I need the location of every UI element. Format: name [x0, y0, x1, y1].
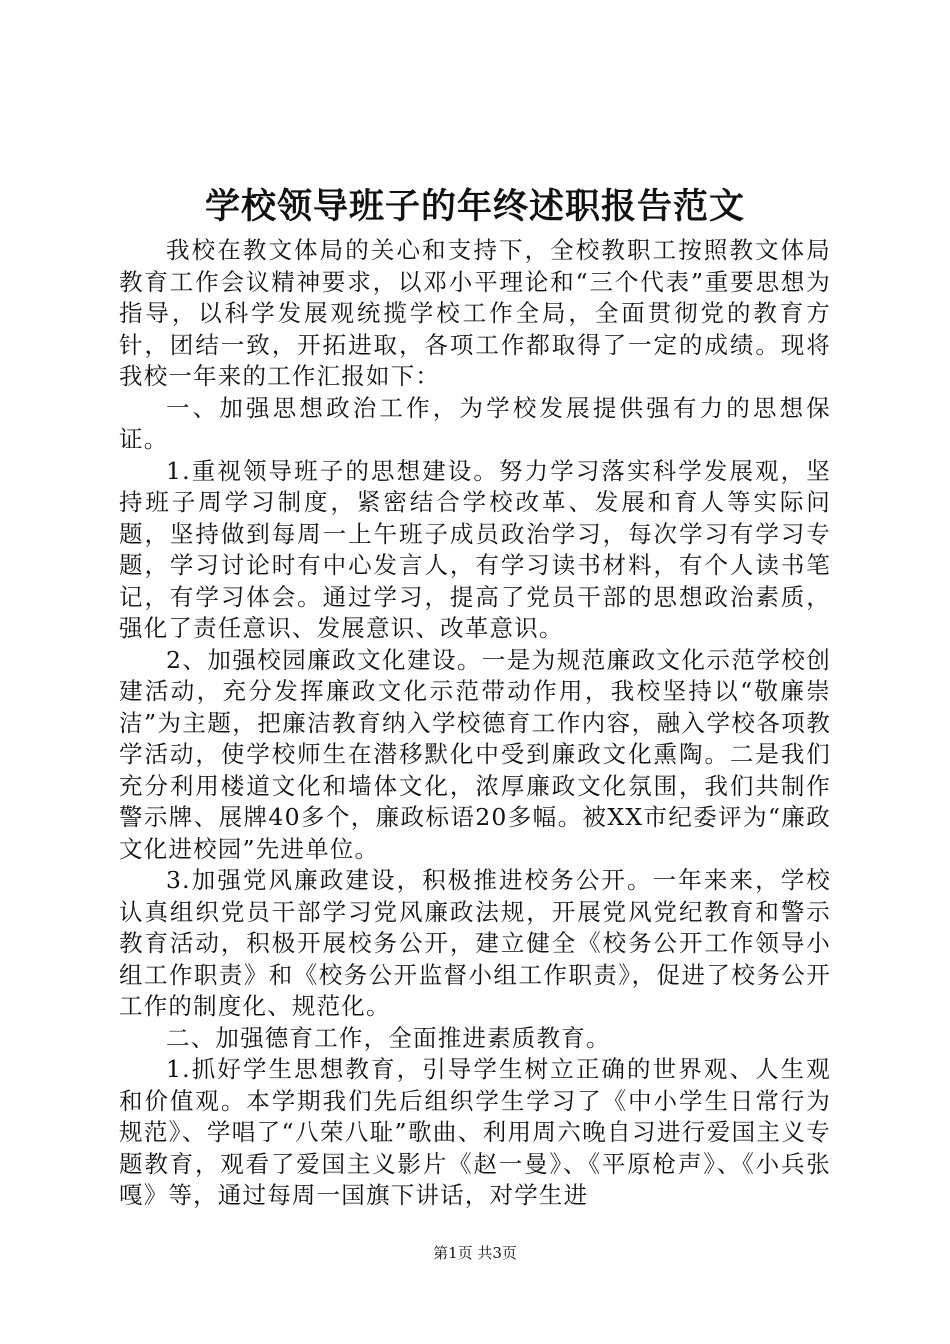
paragraph-section-1-heading: 一、加强思想政治工作，为学校发展提供强有力的思想保证。: [119, 393, 831, 453]
paragraph-section-1-item-1: 1.重视领导班子的思想建设。努力学习落实科学发展观，坚持班子周学习制度，紧密结合学校改革、发展和育人等实际问题，坚持做到每周一上午班子成员政治学习，每次学习有学习专题，学习讨论时有中心发言人，有学习读书材料，有个人读书笔记，有学习体会。通过学习，提高了党员干部的思想政治素质，强化了责任意识、发展意识、改革意识。: [119, 456, 831, 642]
paragraph-section-1-item-3: 3.加强党风廉政建设，积极推进校务公开。一年来来，学校认真组织党员干部学习党风廉政法规，开展党风党纪教育和警示教育活动，积极开展校务公开，建立健全《校务公开工作领导小组工作职责》和《校务公开监督小组工作职责》，促进了校务公开工作的制度化、规范化。: [119, 866, 831, 1020]
document-title: 学校领导班子的年终述职报告范文: [204, 186, 745, 227]
paragraph-section-1-item-2: 2、加强校园廉政文化建设。一是为规范廉政文化示范学校创建活动，充分发挥廉政文化示范带动作用，我校坚持以“敬廉崇洁”为主题，把廉洁教育纳入学校德育工作内容，融入学校各项教学活动，使学校师生在潜移默化中受到廉政文化熏陶。二是我们充分利用楼道文化和墙体文化，浓厚廉政文化氛围，我们共制作警示牌、展牌40多个，廉政标语20多幅。被XX市纪委评为“廉政文化进校园”先进单位。: [119, 645, 831, 863]
paragraph-intro: 我校在教文体局的关心和支持下，全校教职工按照教文体局教育工作会议精神要求，以邓小平理论和“三个代表”重要思想为指导，以科学发展观统揽学校工作全局，全面贯彻党的教育方针，团结一致，开拓进取，各项工作都取得了一定的成绩。现将我校一年来的工作汇报如下：: [119, 236, 831, 390]
page-footer: 第1页 共3页: [433, 1244, 517, 1262]
paragraph-section-2-heading: 二、加强德育工作，全面推进素质教育。: [166, 1023, 611, 1052]
paragraph-section-2-item-1: 1.抓好学生思想教育，引导学生树立正确的世界观、人生观和价值观。本学期我们先后组织学生学习了《中小学生日常行为规范》、学唱了“八荣八耻”歌曲、利用周六晚自习进行爱国主义专题教育，观看了爱国主义影片《赵一曼》、《平原枪声》、《小兵张嘎》等，通过每周一国旗下讲话，对学生进: [119, 1055, 831, 1209]
document-body: [119, 235, 831, 1212]
